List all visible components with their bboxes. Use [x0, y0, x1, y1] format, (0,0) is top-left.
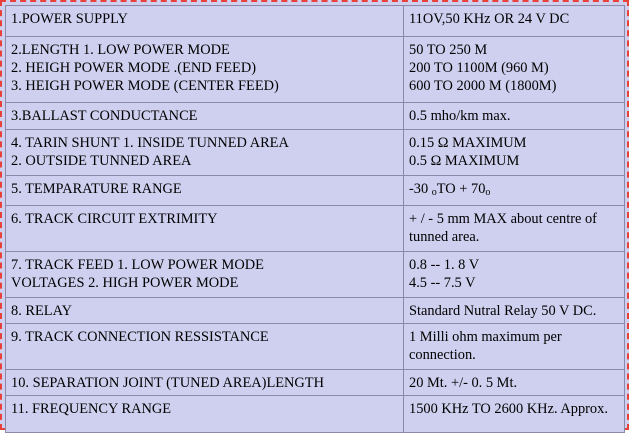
- temperature-high: TO + 70: [436, 181, 486, 197]
- value-text: 0.5 mho/km max.: [409, 108, 511, 124]
- value-text: 0.5 Ω MAXIMUM: [409, 153, 520, 169]
- table-row: [6, 206, 625, 252]
- parameter-text: 6. TRACK CIRCUIT EXTRIMITY: [11, 211, 218, 227]
- value-text: 20 Mt. +/- 0. 5 Mt.: [409, 375, 518, 391]
- parameter-text: 2.LENGTH 1. LOW POWER MODE: [11, 42, 230, 58]
- parameter-text: 2. OUTSIDE TUNNED AREA: [11, 153, 192, 169]
- temperature-low: -30: [409, 181, 432, 197]
- table-row: [6, 103, 625, 130]
- value-cell: [404, 206, 625, 252]
- parameter-cell: [6, 370, 404, 396]
- value-cell: [404, 298, 625, 324]
- parameter-text: 9. TRACK CONNECTION RESSISTANCE: [11, 329, 269, 345]
- value-text: 4.5 -- 7.5 V: [409, 275, 476, 291]
- value-text: 11OV,50 KHz OR 24 V DC: [409, 11, 570, 27]
- value-text: 0.15 Ω MAXIMUM: [409, 135, 527, 151]
- parameter-cell: [6, 298, 404, 324]
- value-text: 200 TO 1100M (960 M): [409, 60, 549, 76]
- value-cell: [404, 37, 625, 103]
- value-text: 600 TO 2000 M (1800M): [409, 78, 557, 94]
- table-row: [6, 370, 625, 396]
- value-cell: [404, 103, 625, 130]
- parameter-text: 7. TRACK FEED 1. LOW POWER MODE: [11, 257, 264, 273]
- parameter-cell: [6, 252, 404, 298]
- value-text: 1 Milli ohm maximum per connection.: [409, 329, 562, 363]
- table-row: [6, 252, 625, 298]
- value-cell: [404, 324, 625, 370]
- parameter-text: 8. RELAY: [11, 303, 73, 319]
- parameter-text: 1.POWER SUPPLY: [11, 11, 128, 27]
- table-row: [6, 130, 625, 176]
- value-text: [409, 180, 619, 202]
- value-text: 0.8 -- 1. 8 V: [409, 257, 480, 273]
- value-cell: [404, 6, 625, 37]
- parameter-cell: [6, 206, 404, 252]
- value-text: + / - 5 mm MAX about centre of tunned area.: [409, 211, 597, 245]
- parameter-cell: [6, 37, 404, 103]
- degree-mark: o: [431, 187, 437, 198]
- value-cell: [404, 370, 625, 396]
- parameter-cell: [6, 103, 404, 130]
- value-text: Standard Nutral Relay 50 V DC.: [409, 303, 597, 319]
- table-row: [6, 6, 625, 37]
- parameter-cell: [6, 324, 404, 370]
- table-row: [6, 176, 625, 206]
- specification-table: [5, 5, 625, 433]
- value-cell: [404, 252, 625, 298]
- table-row: [6, 396, 625, 433]
- parameter-cell: [6, 6, 404, 37]
- parameter-text: 11. FREQUENCY RANGE: [11, 401, 172, 417]
- value-cell: [404, 176, 625, 206]
- table-row: [6, 324, 625, 370]
- value-cell: [404, 396, 625, 433]
- parameter-cell: [6, 176, 404, 206]
- table-row: [6, 298, 625, 324]
- parameter-text: 10. SEPARATION JOINT (TUNED AREA)LENGTH: [11, 375, 324, 391]
- parameter-text: 5. TEMPARATURE RANGE: [11, 181, 182, 197]
- value-text: 1500 KHz TO 2600 KHz. Approx.: [409, 401, 608, 417]
- value-cell: [404, 130, 625, 176]
- parameter-text: 3. HEIGH POWER MODE (CENTER FEED): [11, 78, 279, 94]
- parameter-cell: [6, 396, 404, 433]
- table-row: [6, 37, 625, 103]
- value-text: 50 TO 250 M: [409, 42, 488, 58]
- parameter-text: VOLTAGES 2. HIGH POWER MODE: [11, 275, 239, 291]
- degree-mark: o: [485, 187, 491, 198]
- parameter-text: 2. HEIGH POWER MODE .(END FEED): [11, 60, 257, 76]
- parameter-text: 4. TARIN SHUNT 1. INSIDE TUNNED AREA: [11, 135, 289, 151]
- parameter-text: 3.BALLAST CONDUCTANCE: [11, 108, 198, 124]
- parameter-cell: [6, 130, 404, 176]
